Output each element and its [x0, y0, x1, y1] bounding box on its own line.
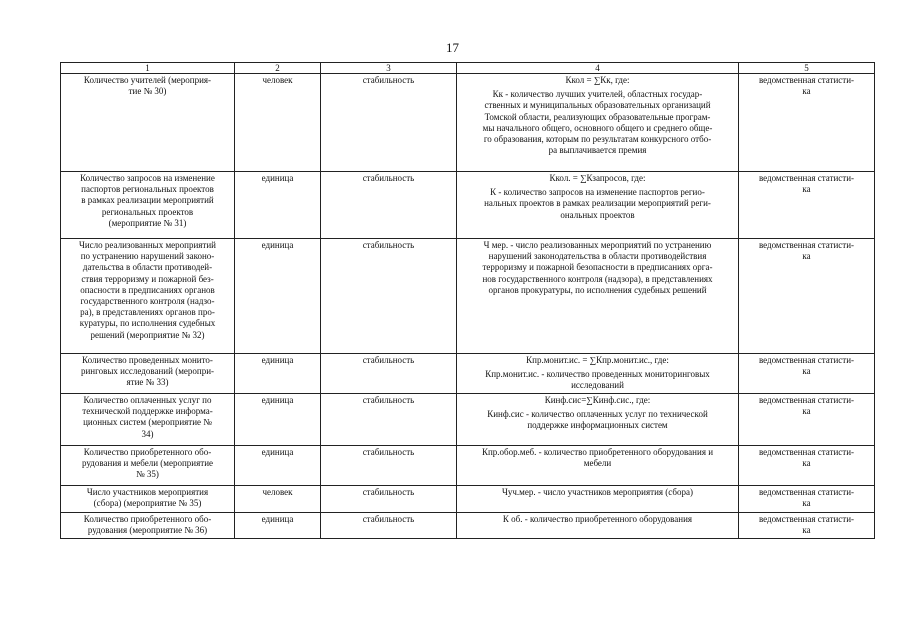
unit-cell: единица — [235, 446, 321, 486]
formula-text: Ккол. = ∑Кзапросов, где: — [549, 173, 646, 183]
description-text: Кпр.монит.ис. - количество проведенных мониторинговых исследований — [485, 369, 710, 391]
source-cell: ведомственная статисти- ка — [739, 394, 875, 446]
unit-cell: единица — [235, 239, 321, 354]
description-text: К об. - количество приобретенного оборудования — [502, 514, 693, 524]
description-text: Кпр.обор.меб. - количество приобретенного оборудования и мебели — [481, 447, 714, 469]
column-header: 4 — [457, 63, 739, 74]
description-text: Ч мер. - число реализованных мероприятий по устранению нарушений законодательства в области противодействия терроризму и пожарной безопасности в предписаниях орга- нов государственного контроля (надзора), в представлениях органов прокуратуры, по исполнения судебных решений — [482, 240, 713, 295]
indicator-name-cell: Число реализованных мероприятий по устранению нарушений законо- дательства в области противодей- ствия терроризму и пожарной без- опасности в предписаниях органов государственного контроля (надзо- ра), в представлениях органов про- куратуры, по исполнения судебных решений (мероприятие № 32) — [61, 239, 235, 354]
source-cell: ведомственная статисти- ка — [739, 486, 875, 513]
formula-text: Кпр.монит.ис. = ∑Кпр.монит.ис., где: — [526, 355, 669, 365]
method-cell — [457, 74, 739, 172]
description-text: Чуч.мер. - число участников мероприятия (сбора) — [502, 487, 693, 497]
unit-cell: единица — [235, 354, 321, 394]
type-cell: стабильность — [321, 394, 457, 446]
type-cell: стабильность — [321, 486, 457, 513]
type-cell: стабильность — [321, 172, 457, 239]
table-row — [61, 172, 875, 239]
method-cell — [457, 172, 739, 239]
indicator-name-cell: Количество учителей (мероприя- тие № 30) — [61, 74, 235, 172]
table-row — [61, 354, 875, 394]
type-cell: стабильность — [321, 354, 457, 394]
column-header: 3 — [321, 63, 457, 74]
description-text: Кинф.сис - количество оплаченных услуг по технической поддержке информационных систем — [487, 409, 708, 431]
method-cell — [457, 486, 739, 513]
source-cell: ведомственная статисти- ка — [739, 172, 875, 239]
source-cell: ведомственная статисти- ка — [739, 74, 875, 172]
description-text: Кк - количество лучших учителей, областных государ- ственных и муниципальных образовательных организаций Томской области, реализующих образовательные програм- мы начального общего, основного общего и среднего обще- го образования, которым по результатам конкурсного отбо- ра выплачивается премия — [482, 89, 713, 156]
table-row — [61, 486, 875, 513]
method-cell — [457, 446, 739, 486]
column-header: 1 — [61, 63, 235, 74]
column-header: 5 — [739, 63, 875, 74]
source-cell: ведомственная статисти- ка — [739, 446, 875, 486]
description-text: К - количество запросов на изменение паспортов регио- нальных проектов в рамках реализации мероприятий реги- ональных проектов — [484, 187, 711, 220]
type-cell: стабильность — [321, 74, 457, 172]
indicator-name-cell: Количество проведенных монито- ринговых исследований (меропри- ятие № 33) — [61, 354, 235, 394]
method-cell — [457, 394, 739, 446]
page-number: 17 — [446, 40, 459, 55]
table-row — [61, 446, 875, 486]
indicator-name-cell: Количество оплаченных услуг по технической поддержке информа- ционных систем (мероприятие № 34) — [61, 394, 235, 446]
indicator-name-cell: Число участников мероприятия (сбора) (мероприятие № 35) — [61, 486, 235, 513]
table-row — [61, 394, 875, 446]
unit-cell: человек — [235, 74, 321, 172]
indicator-name-cell: Количество приобретенного обо- рудования и мебели (мероприятие № 35) — [61, 446, 235, 486]
method-cell — [457, 354, 739, 394]
column-header: 2 — [235, 63, 321, 74]
formula-text: Ккол = ∑Кк, где: — [565, 75, 630, 85]
unit-cell: человек — [235, 486, 321, 513]
table-row — [61, 239, 875, 354]
table-row — [61, 513, 875, 539]
unit-cell: единица — [235, 394, 321, 446]
indicator-table — [60, 62, 875, 539]
method-cell — [457, 239, 739, 354]
method-cell — [457, 513, 739, 539]
source-cell: ведомственная статисти- ка — [739, 513, 875, 539]
unit-cell: единица — [235, 513, 321, 539]
table-row — [61, 74, 875, 172]
source-cell: ведомственная статисти- ка — [739, 354, 875, 394]
formula-text: Кинф.сис=∑Кинф.сис., где: — [544, 395, 651, 405]
table-header-row — [61, 63, 875, 74]
indicator-name-cell: Количество приобретенного обо- рудования (мероприятие № 36) — [61, 513, 235, 539]
type-cell: стабильность — [321, 446, 457, 486]
type-cell: стабильность — [321, 239, 457, 354]
unit-cell: единица — [235, 172, 321, 239]
type-cell: стабильность — [321, 513, 457, 539]
indicator-name-cell: Количество запросов на изменение паспортов региональных проектов в рамках реализации мероприятий региональных проектов (мероприятие № 31) — [61, 172, 235, 239]
source-cell: ведомственная статисти- ка — [739, 239, 875, 354]
